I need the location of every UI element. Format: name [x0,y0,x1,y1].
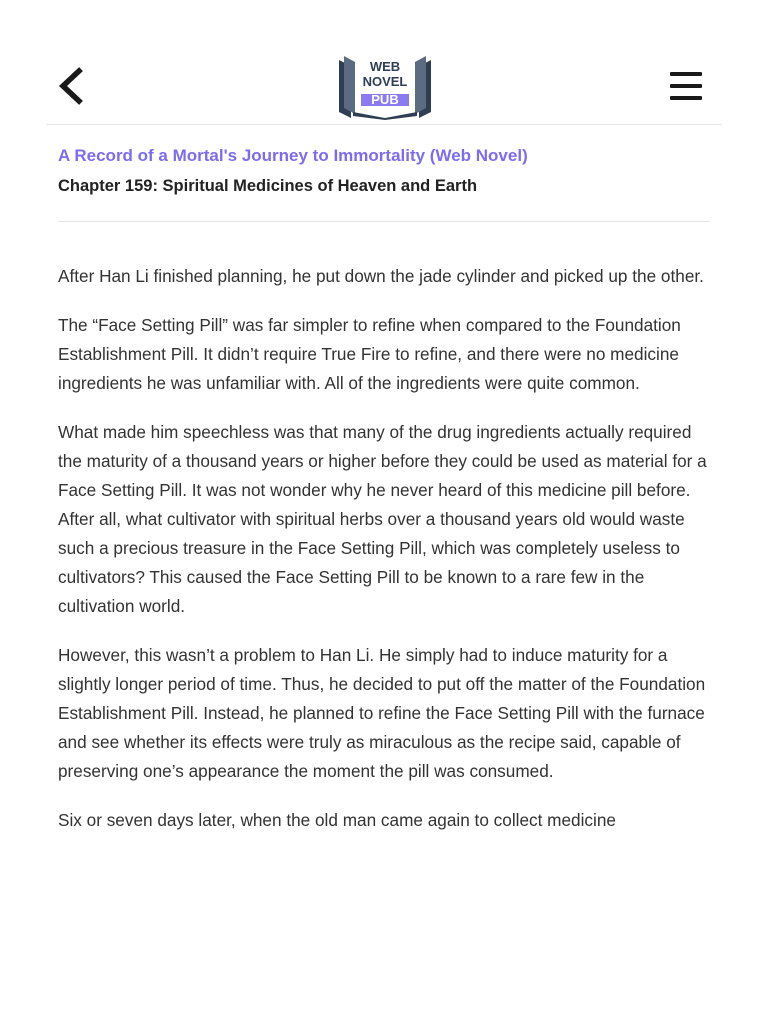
paragraph: After Han Li finished planning, he put down the jade cylinder and picked up the other. [58,266,704,286]
site-logo[interactable] [335,54,435,120]
logo-line-1: WEB [369,59,401,74]
menu-button[interactable] [670,72,702,102]
hamburger-menu-icon [670,72,702,100]
top-navigation-bar [46,44,722,125]
paragraph: However, this wasn’t a problem to Han Li. He simply had to induce maturity for a slightly longer period of time. Thus, he decided to put off the matter of the Foundation Establishment Pill. Instead, he planned to refine the Face Setting Pill with the furnace and see whether its effects were truly as miraculous as the recipe said, capable of preserving one’s appearance the moment the pill was consumed. [58,645,706,781]
logo-line-3: PUB [371,92,399,107]
logo-line-2: NOVEL [362,74,408,89]
chapter-content [58,262,710,855]
novel-title-link[interactable]: A Record of a Mortal's Journey to Immortality (Web Novel) [58,146,528,165]
paragraph: What made him speechless was that many of the drug ingredients actually required the maturity of a thousand years or higher before they could be used as material for a Face Setting Pill. It was not wonder why he never heard of this medicine pill before. After all, what cultivator with spiritual herbs over a thousand years old would waste such a precious treasure in the Face Setting Pill, which was completely useless to cultivators? This caused the Face Setting Pill to be known to a rare few in the cultivation world. [58,422,707,616]
paragraph: Six or seven days later, when the old man came again to collect medicine [58,810,616,830]
chapter-title: Chapter 159: Spiritual Medicines of Heaven and Earth [58,177,478,195]
back-button[interactable] [56,64,86,108]
chapter-heading [58,143,710,199]
chevron-left-icon [56,64,86,108]
title-divider [58,221,710,222]
book-logo-icon [335,54,435,120]
paragraph: The “Face Setting Pill” was far simpler to refine when compared to the Foundation Establishment Pill. It didn’t require True Fire to refine, and there were no medicine ingredients he was unfamiliar with. All of the ingredients were quite common. [58,315,681,393]
